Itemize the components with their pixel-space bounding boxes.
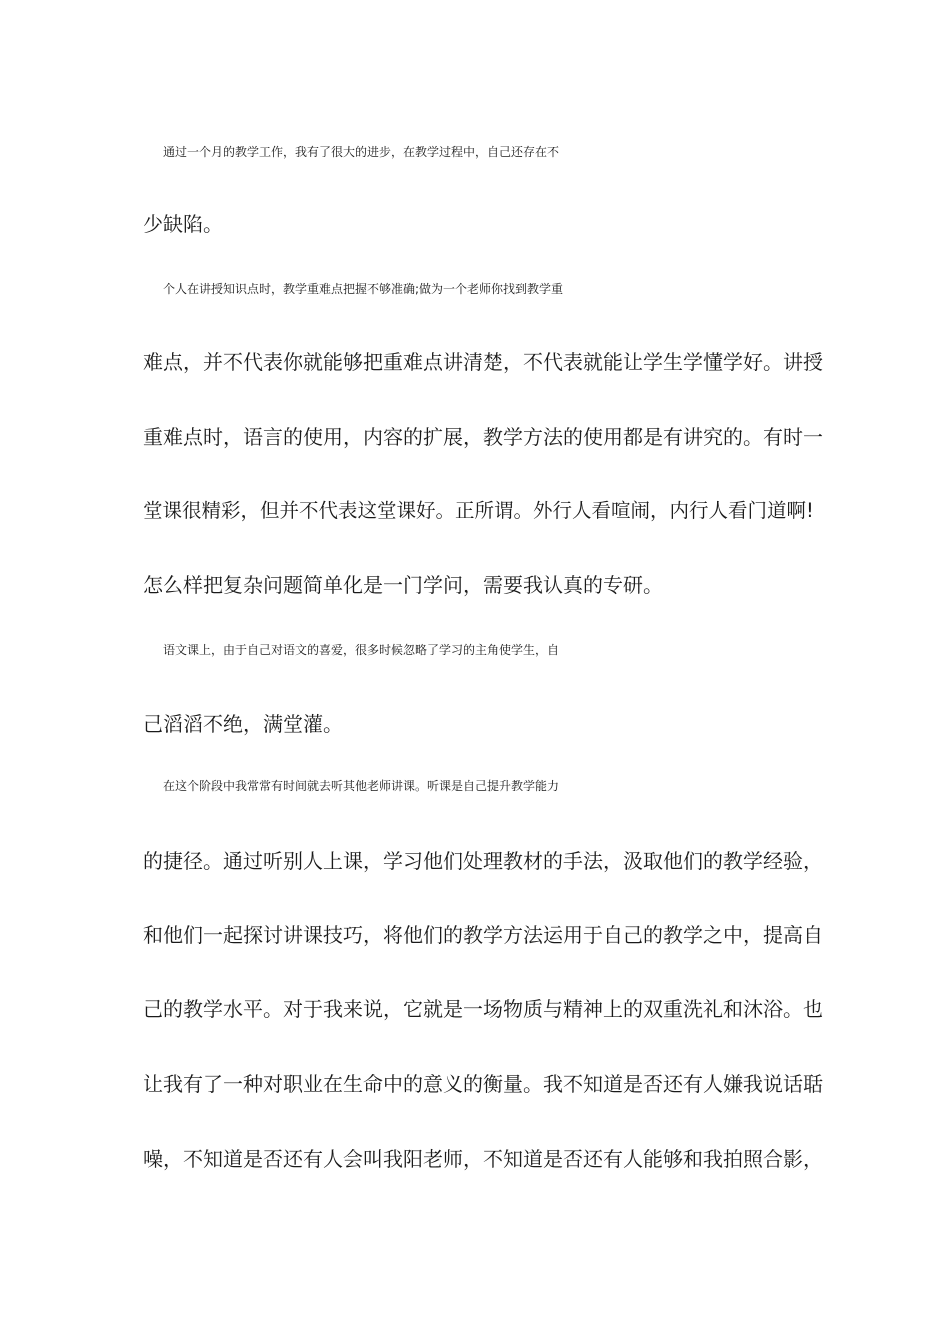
paragraph-4-line-5: 让我有了一种对职业在生命中的意义的衡量。我不知道是否还有人嫌我说话聒 (143, 1072, 823, 1096)
paragraph-3-line-1: 语文课上，由于自己对语文的喜爱，很多时候忽略了学习的主角使学生，自 (163, 643, 560, 657)
paragraph-2-line-3: 重难点时，语言的使用，内容的扩展，教学方法的使用都是有讲究的。有时一 (143, 425, 823, 449)
paragraph-3-line-2: 己滔滔不绝，满堂灌。 (143, 712, 343, 736)
paragraph-4-line-2: 的捷径。通过听别人上课，学习他们处理教材的手法，汲取他们的教学经验， (143, 849, 823, 873)
paragraph-2-line-5: 怎么样把复杂问题简单化是一门学问，需要我认真的专研。 (143, 573, 663, 597)
paragraph-4-line-6: 噪，不知道是否还有人会叫我阳老师，不知道是否还有人能够和我拍照合影， (143, 1147, 823, 1171)
paragraph-1-line-1: 通过一个月的教学工作，我有了很大的进步，在教学过程中，自己还存在不 (163, 145, 560, 159)
paragraph-4-line-3: 和他们一起探讨讲课技巧，将他们的教学方法运用于自己的教学之中，提高自 (143, 923, 823, 947)
paragraph-1-line-2: 少缺陷。 (143, 212, 223, 236)
paragraph-2-line-2: 难点，并不代表你就能够把重难点讲清楚，不代表就能让学生学懂学好。讲授 (143, 350, 823, 374)
paragraph-2-line-4: 堂课很精彩，但并不代表这堂课好。正所谓。外行人看喧闹，内行人看门道啊! (143, 499, 814, 522)
paragraph-2-line-1: 个人在讲授知识点时，教学重难点把握不够准确;做为一个老师你找到教学重 (163, 282, 564, 296)
paragraph-4-line-4: 己的教学水平。对于我来说，它就是一场物质与精神上的双重洗礼和沐浴。也 (143, 997, 823, 1021)
paragraph-4-line-1: 在这个阶段中我常常有时间就去听其他老师讲课。听课是自己提升教学能力 (163, 779, 560, 793)
